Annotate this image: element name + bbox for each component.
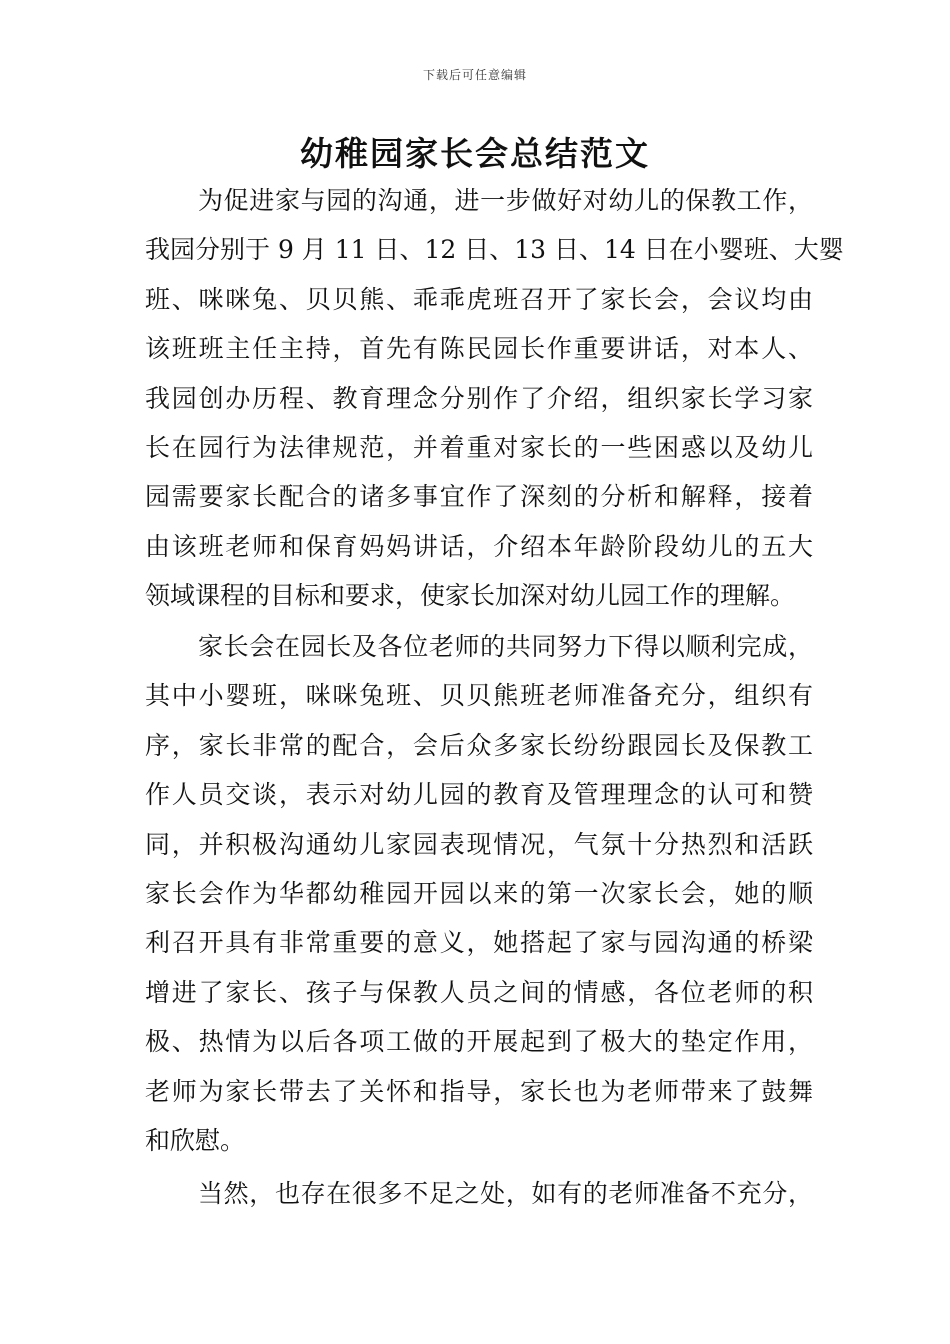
paragraph-line: 园需要家长配合的诸多事宜作了深刻的分析和解释，接着 <box>145 482 813 512</box>
download-note: 下载后可任意编辑 <box>422 68 527 82</box>
paragraph-line: 序，家长非常的配合，会后众多家长纷纷跟园长及保教工 <box>145 730 813 760</box>
paragraph-2 <box>145 622 813 1165</box>
paragraph-line: 当然，也存在很多不足之处，如有的老师准备不充分， <box>198 1179 813 1208</box>
paragraph-line: 领域课程的目标和要求，使家长加深对幼儿园工作的理解。 <box>145 581 796 611</box>
paragraph-line: 和欣慰。 <box>145 1125 246 1155</box>
paragraph-line: 增进了家长、孩子与保教人员之间的情感，各位老师的积 <box>145 977 813 1007</box>
paragraph-line: 班、咪咪兔、贝贝熊、乖乖虎班召开了家长会，会议均由 <box>145 284 813 314</box>
paragraph-line: 长在园行为法律规范，并着重对家长的一些困惑以及幼儿 <box>145 432 813 462</box>
paragraph-line: 为促进家与园的沟通，进一步做好对幼儿的保教工作， <box>198 186 813 215</box>
paragraph-line: 极、热情为以后各项工做的开展起到了极大的垫定作用， <box>145 1027 813 1057</box>
paragraph-line: 家长会在园长及各位老师的共同努力下得以顺利完成， <box>198 632 813 661</box>
paragraph-line: 利召开具有非常重要的意义，她搭起了家与园沟通的桥梁 <box>145 928 813 958</box>
paragraph-line: 由该班老师和保育妈妈讲话，介绍本年龄阶段幼儿的五大 <box>145 531 813 561</box>
paragraph-line: 作人员交谈，表示对幼儿园的教育及管理理念的认可和赞 <box>145 780 813 810</box>
paragraph-line: 老师为家长带去了关怀和指导，家长也为老师带来了鼓舞 <box>145 1076 813 1106</box>
paragraph-line: 我园创办历程、教育理念分别作了介绍，组织家长学习家 <box>145 383 813 413</box>
paragraph-1 <box>145 176 844 621</box>
paragraph-line: 同，并积极沟通幼儿家园表现情况，气氛十分热烈和活跃 <box>145 829 813 859</box>
document-title: 幼稚园家长会总结范文 <box>300 134 650 173</box>
paragraph-line: 其中小婴班，咪咪兔班、贝贝熊班老师准备充分，组织有 <box>145 681 813 711</box>
paragraph-3 <box>145 1169 813 1218</box>
paragraph-line: 家长会作为华都幼稚园开园以来的第一次家长会，她的顺 <box>145 878 813 908</box>
paragraph-line: 该班班主任主持，首先有陈民园长作重要讲话，对本人、 <box>145 334 813 364</box>
paragraph-line: 我园分别于 9 月 11 日、12 日、13 日、14 日在小婴班、大婴 <box>145 235 844 265</box>
